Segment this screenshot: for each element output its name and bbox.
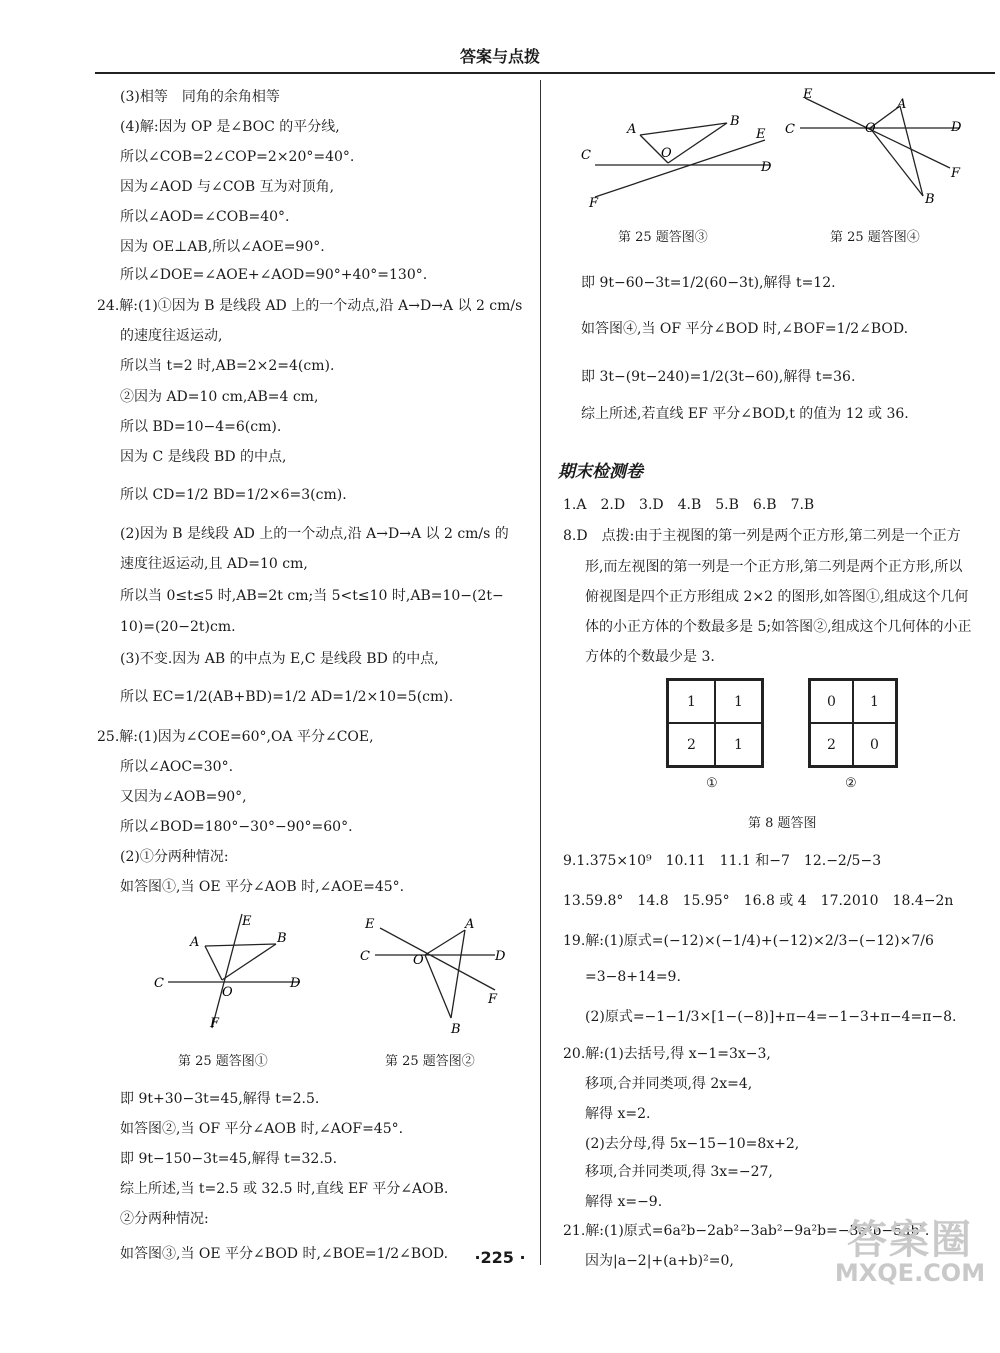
svg-text:B: B [730, 114, 740, 129]
text-line: 所以∠DOE=∠AOE+∠AOD=90°+40°=130°. [120, 267, 428, 283]
grid-cell: 2 [668, 723, 715, 766]
text-line: 因为 C 是线段 BD 的中点, [120, 449, 287, 465]
svg-text:O: O [222, 985, 233, 1000]
svg-text:C: C [581, 148, 591, 163]
text-line: (2)原式=−1−1/3×[1−(−8)]+π−4=−1−3+π−4=π−8. [585, 1009, 957, 1025]
svg-text:A: A [465, 917, 475, 932]
section-title: 期末检测卷 [558, 462, 643, 482]
svg-text:C: C [785, 122, 795, 137]
figure-caption: 第 25 题答图① [178, 1054, 268, 1069]
text-line: 速度往返运动,且 AD=10 cm, [120, 556, 308, 572]
text-line: 25.解:(1)因为∠COE=60°,OA 平分∠COE, [97, 729, 374, 745]
text-line: 所以 CD=1/2 BD=1/2×6=3(cm). [120, 487, 347, 503]
figure-caption: 第 25 题答图③ [618, 230, 708, 245]
svg-text:B: B [277, 931, 287, 946]
text-line: 如答图③,当 OE 平分∠BOD 时,∠BOE=1/2∠BOD. [120, 1246, 449, 1262]
text-line: =3−8+14=9. [585, 969, 681, 985]
grid-cell: 1 [715, 680, 762, 723]
figure-25-3 [575, 105, 785, 210]
text-line: 如答图①,当 OE 平分∠AOB 时,∠AOE=45°. [120, 879, 405, 895]
figure-25-1 [150, 910, 320, 1035]
svg-text:D: D [951, 120, 962, 135]
svg-text:E: E [365, 917, 375, 932]
text-line: 综上所述,当 t=2.5 或 32.5 时,直线 EF 平分∠AOB. [120, 1181, 449, 1197]
text-line: 的速度往返运动, [120, 328, 223, 344]
svg-text:O: O [661, 146, 672, 161]
svg-text:F: F [951, 166, 961, 181]
svg-text:F: F [589, 196, 599, 210]
text-line: 所以当 t=2 时,AB=2×2=4(cm). [120, 358, 335, 374]
text-line: 解得 x=2. [585, 1106, 651, 1122]
text-line: 解得 x=−9. [585, 1194, 663, 1210]
svg-text:B: B [451, 1022, 461, 1035]
text-line: 所以∠COB=2∠COP=2×20°=40°. [120, 149, 355, 165]
text-line: (2)①分两种情况: [120, 849, 229, 865]
text-line: 如答图④,当 OF 平分∠BOD 时,∠BOF=1/2∠BOD. [581, 321, 909, 337]
text-line: 方体的个数最少是 3. [585, 649, 715, 665]
text-line: 19.解:(1)原式=(−12)×(−1/4)+(−12)×2/3−(−12)×7/6 [563, 933, 934, 949]
text-line: 如答图②,当 OF 平分∠AOB 时,∠AOF=45°. [120, 1121, 404, 1137]
svg-text:E: E [756, 127, 766, 142]
svg-text:D: D [495, 949, 506, 964]
text-line: 8.D 点拨:由于主视图的第一列是两个正方形,第二列是一个正方 [563, 528, 961, 544]
watermark-line: MXQE.COM [834, 1259, 986, 1287]
view-grid-1 [666, 678, 764, 768]
svg-text:C: C [360, 949, 370, 964]
svg-text:F: F [210, 1016, 220, 1031]
text-line: 体的小正方体的个数最多是 5;如答图②,组成这个几何体的小正 [585, 619, 972, 635]
text-line: ②分两种情况: [120, 1211, 209, 1227]
grid-label: ② [845, 776, 857, 791]
svg-text:B: B [925, 192, 935, 207]
text-line: 综上所述,若直线 EF 平分∠BOD,t 的值为 12 或 36. [581, 406, 909, 422]
grid-cell: 1 [853, 680, 896, 723]
text-line: (3)相等 同角的余角相等 [120, 89, 280, 105]
text-line: 即 9t−150−3t=45,解得 t=32.5. [120, 1151, 338, 1167]
text-line: 因为∠AOD 与∠COB 互为对顶角, [120, 179, 335, 195]
grid-cell: 2 [810, 723, 853, 766]
text-line: 移项,合并同类项,得 3x=−27, [585, 1164, 773, 1180]
text-line: 9.1.375×10⁹ 10.11 11.1 和−7 12.−2/5−3 [563, 853, 882, 869]
page-number: ·225 · [474, 1248, 526, 1267]
svg-text:E: E [242, 914, 252, 929]
svg-text:A: A [190, 935, 200, 950]
text-line: 所以∠BOD=180°−30°−90°=60°. [120, 819, 353, 835]
grid-cell: 1 [715, 723, 762, 766]
svg-text:A: A [897, 97, 907, 112]
page-header: 答案与点拨 [459, 47, 540, 66]
text-line: 所以 EC=1/2(AB+BD)=1/2 AD=1/2×10=5(cm). [120, 689, 454, 705]
svg-text:O: O [413, 953, 424, 968]
watermark-logo [825, 1208, 995, 1287]
text-line: 即 9t−60−3t=1/2(60−3t),解得 t=12. [581, 275, 836, 291]
svg-text:D: D [761, 160, 772, 175]
grid-cell: 1 [668, 680, 715, 723]
text-line: 即 3t−(9t−240)=1/2(3t−60),解得 t=36. [581, 369, 856, 385]
watermark-line: 答案圈 [847, 1217, 973, 1263]
grid-cell: 0 [810, 680, 853, 723]
text-line: (4)解:因为 OP 是∠BOC 的平分线, [120, 119, 340, 135]
svg-text:O: O [865, 121, 876, 136]
text-line: 即 9t+30−3t=45,解得 t=2.5. [120, 1091, 320, 1107]
svg-text:A: A [627, 122, 637, 137]
svg-text:C: C [154, 976, 164, 991]
text-line: 20.解:(1)去括号,得 x−1=3x−3, [563, 1046, 771, 1062]
text-line: 10)=(20−2t)cm. [120, 619, 236, 635]
text-line: 1.A 2.D 3.D 4.B 5.B 6.B 7.B [563, 497, 815, 513]
svg-text:D: D [290, 976, 301, 991]
figure-caption: 第 8 题答图 [748, 816, 817, 831]
figure-caption: 第 25 题答图② [385, 1054, 475, 1069]
text-line: 所以 BD=10−4=6(cm). [120, 419, 282, 435]
svg-text:F: F [488, 992, 498, 1007]
text-line: (3)不变.因为 AB 的中点为 E,C 是线段 BD 的中点, [120, 651, 439, 667]
header-rule [95, 72, 995, 74]
text-line: 又因为∠AOB=90°, [120, 789, 247, 805]
figure-25-4 [785, 88, 975, 213]
text-line: 24.解:(1)①因为 B 是线段 AD 上的一个动点,沿 A→D→A 以 2 cm/s [97, 298, 523, 314]
text-line: 所以∠AOC=30°. [120, 759, 234, 775]
view-grid-2 [808, 678, 898, 768]
text-line: (2)因为 B 是线段 AD 上的一个动点,沿 A→D→A 以 2 cm/s 的 [120, 526, 509, 542]
grid-cell: 0 [853, 723, 896, 766]
text-line: 因为 OE⊥AB,所以∠AOE=90°. [120, 239, 325, 255]
svg-text:E: E [803, 88, 813, 102]
text-line: (2)去分母,得 5x−15−10=8x+2, [585, 1136, 800, 1152]
figure-25-2 [355, 910, 525, 1035]
text-line: 所以∠AOD=∠COB=40°. [120, 209, 290, 225]
text-line: 形,而左视图的第一列是一个正方形,第二列是两个正方形,所以 [585, 559, 963, 575]
text-line: 因为|a−2|+(a+b)²=0, [585, 1253, 734, 1269]
text-line: 所以当 0≤t≤5 时,AB=2t cm;当 5<t≤10 时,AB=10−(2t− [120, 588, 504, 604]
text-line: 移项,合并同类项,得 2x=4, [585, 1076, 753, 1092]
text-line: ②因为 AD=10 cm,AB=4 cm, [120, 389, 319, 405]
column-divider [540, 80, 541, 1265]
text-line: 21.解:(1)原式=6a²b−2ab²−3ab²−9a²b=−3a²b−5ab². [563, 1223, 930, 1239]
text-line: 13.59.8° 14.8 15.95° 16.8 或 4 17.2010 18.4−2n [563, 893, 954, 909]
figure-caption: 第 25 题答图④ [830, 230, 920, 245]
text-line: 俯视图是四个正方形组成 2×2 的图形,如答图①,组成这个几何 [585, 589, 969, 605]
grid-label: ① [706, 776, 718, 791]
